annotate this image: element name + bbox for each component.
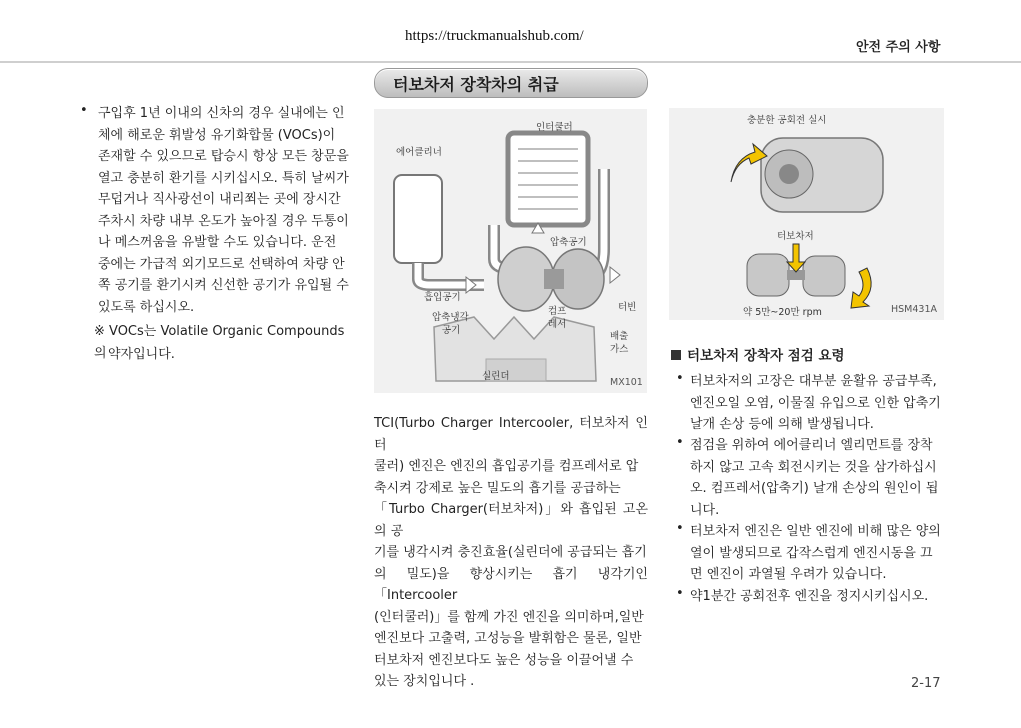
section-title: 안전 주의 사항 (856, 40, 941, 55)
text-line: 엔진오일 오염, 이물질 유입으로 인한 압축기 (690, 395, 941, 411)
text-line: 터보차저의 고장은 대부분 윤활유 공급부족, (690, 374, 937, 389)
text-line: 있는 장치입니다 . (374, 674, 475, 689)
text-line: (인터쿨러)」를 함께 가진 엔진을 의미하며,일반 (374, 609, 644, 625)
turbo-intercooler-diagram (374, 109, 647, 393)
square-bullet-icon (671, 350, 681, 360)
label-turbine: 터빈 (618, 302, 637, 313)
label-compressed-air: 압축공기 (550, 237, 587, 248)
inspection-bullet-2 (690, 435, 944, 521)
air-cleaner-shape (394, 175, 442, 263)
label-exhaust-2: 가스 (610, 344, 629, 355)
label-rpm: 약 5만~20만 rpm (743, 307, 822, 318)
inspection-subheading (671, 344, 845, 364)
text-line: 체에 해로운 휘발성 유기화합물 (VOCs)이 (98, 127, 336, 143)
tci-paragraph (374, 413, 648, 693)
label-compressor-1: 컴프 (548, 306, 567, 317)
text-line: 축시켜 강제로 높은 밀도의 흡기를 공급하는 (374, 480, 621, 496)
label-compressed-cooled-air-2: 공기 (442, 325, 461, 336)
text-line: 나 메스꺼움을 유발할 수도 있습니다. 운전 (98, 235, 337, 250)
text-line: TCI(Turbo Charger Intercooler, 터보차저 인터 (374, 416, 648, 453)
inspection-bullet-3 (690, 521, 944, 586)
text-line: 있도록 하십시오. (98, 299, 195, 315)
text-line: 쪽 공기를 환기시켜 신선한 공기가 유입될 수 (98, 278, 349, 293)
header-divider (0, 61, 1021, 63)
label-air-cleaner: 에어클리너 (396, 147, 442, 158)
text-line: 하지 않고 고속 회전시키는 것을 삼가하십시 (690, 459, 937, 475)
inspection-subheading-text: 터보차저 장착자 점검 요령 (687, 348, 845, 364)
text-line: 터보차저 엔진은 일반 엔진에 비해 많은 양의 (690, 524, 941, 539)
turbocharger-drawing (669, 108, 944, 320)
text-line: 면 엔진이 과열될 우려가 있습니다. (690, 567, 887, 582)
text-line: 약1분간 공회전후 엔진을 정지시키십시오. (690, 589, 929, 604)
rotation-arrow-icon (851, 268, 871, 308)
voc-note-line1: ※ VOCs는 Volatile Organic Compounds의 (94, 324, 345, 361)
voc-paragraph (98, 103, 350, 318)
label-compressed-cooled-air-1: 압축냉각 (432, 312, 469, 323)
text-line: 점검을 위하여 에어클리너 엘리먼트를 장착 (690, 438, 933, 453)
label-intercooler: 인터쿨러 (536, 122, 573, 133)
intercooler-shape (508, 133, 588, 225)
page-number: 2-17 (911, 676, 941, 691)
bullet-dot: • (676, 435, 684, 450)
bullet-dot: • (676, 586, 684, 601)
text-line: 터보차저 엔진보다도 높은 성능을 이끌어낼 수 (374, 652, 634, 668)
bullet-dot: • (676, 521, 684, 536)
inspection-bullet-1 (690, 371, 944, 436)
text-line: 주차시 차량 내부 온도가 높아질 경우 두통이 (98, 213, 349, 229)
label-compressor-2: 레서 (548, 319, 567, 330)
turbocharger-idle-figure (669, 108, 944, 320)
text-line: 엔진보다 고출력, 고성능을 발휘함은 물론, 일반 (374, 631, 642, 646)
arrow-down-icon (787, 244, 805, 272)
text-line: 기를 냉각시켜 충진효율(실린더에 공급되는 흡기 (374, 545, 647, 560)
label-exhaust-1: 배출 (610, 331, 629, 342)
page-heading (374, 68, 648, 98)
figure-code: MX101 (610, 377, 643, 388)
inspection-bullet-4 (690, 586, 944, 608)
text-line: 날개 손상 등에 의해 발생됩니다. (690, 417, 874, 432)
label-cylinder: 실린더 (482, 371, 510, 382)
source-url: https://truckmanualshub.com/ (405, 28, 584, 44)
text-line: 중에는 가급적 외기모드로 선택하여 차량 안 (98, 256, 345, 272)
text-line: 열고 충분히 환기를 시키십시오. 특히 날씨가 (98, 170, 349, 186)
text-line: 무덥거나 직사광선이 내리쬐는 곳에 장시간 (98, 192, 341, 207)
label-turbocharger: 터보차저 (777, 231, 814, 242)
text-line: 「Turbo Charger(터보차저)」와 흡입된 고온의 공 (374, 502, 648, 539)
text-line: 오. 컴프레서(압축기) 날개 손상의 원인이 됩 (690, 481, 939, 496)
figure-code: HSM431A (891, 304, 938, 315)
text-line: 쿨러) 엔진은 엔진의 흡입공기를 컴프레서로 압 (374, 459, 639, 474)
text-line: 니다. (690, 502, 720, 518)
text-line: 구입후 1년 이내의 신차의 경우 실내에는 인 (98, 106, 345, 121)
text-line: 의 밀도)을 향상시키는 흡기 냉각기인 「Intercooler (374, 566, 648, 603)
label-idle: 충분한 공회전 실시 (747, 115, 827, 126)
label-intake-air: 흡입공기 (424, 292, 461, 303)
text-line: 존재할 수 있으므로 탑승시 항상 모든 창문을 (98, 149, 349, 164)
text-line: 열이 발생되므로 갑작스럽게 엔진시동을 끄 (690, 545, 933, 561)
turbine-wheel-shape (803, 256, 845, 296)
compressor-wheel-shape (747, 254, 789, 296)
bullet-dot: • (676, 371, 684, 386)
voc-note-line2: 약자입니다. (108, 347, 175, 362)
page-heading-text: 터보차저 장착차의 취급 (393, 75, 559, 94)
bullet-dot: • (80, 103, 88, 118)
